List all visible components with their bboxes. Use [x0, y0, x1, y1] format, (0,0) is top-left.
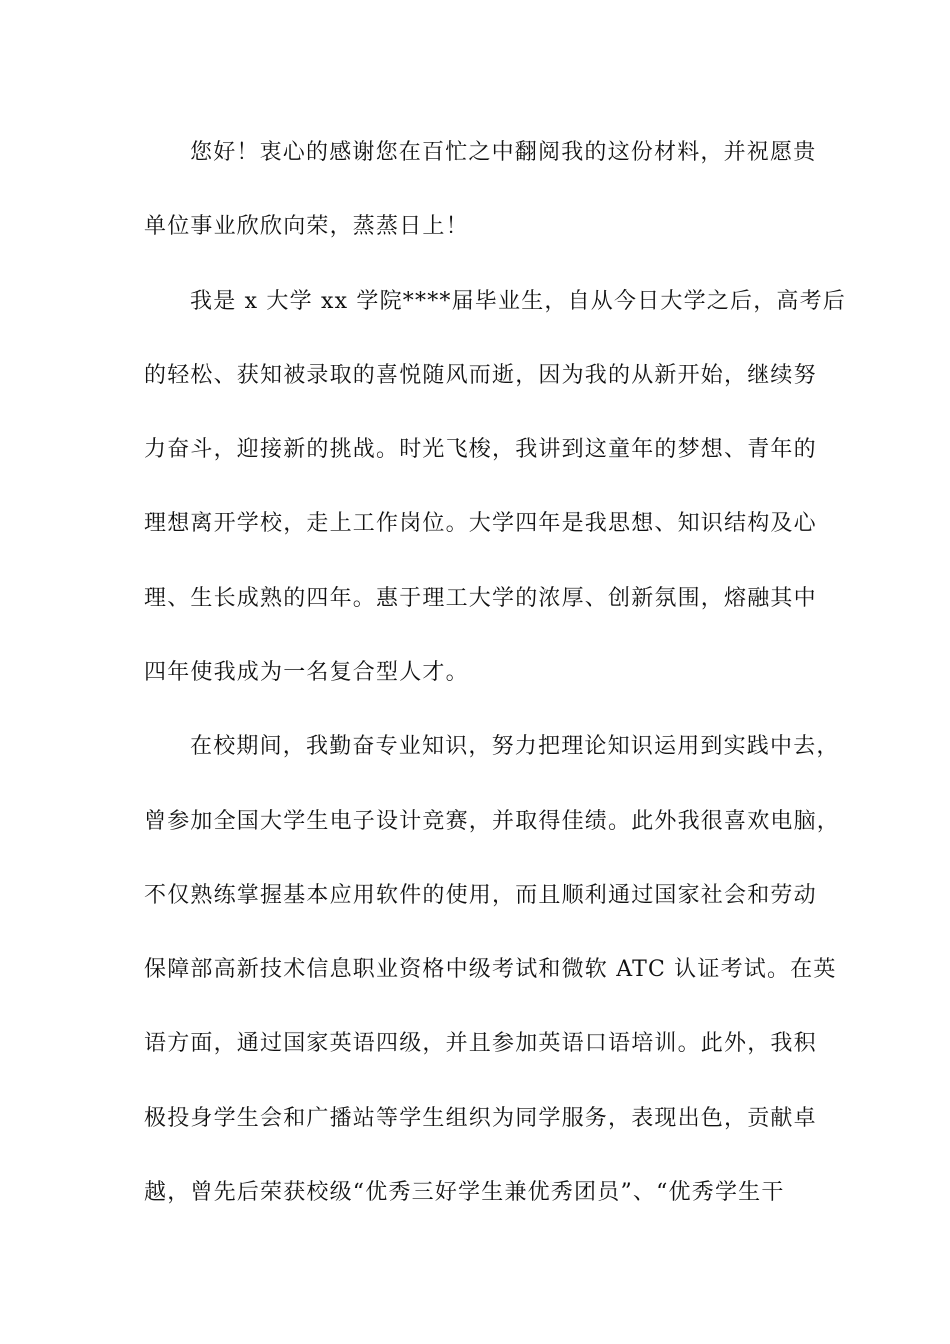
paragraph-2-line-5: 理、生长成熟的四年。惠于理工大学的浓厚、创新氛围，熔融其中	[144, 586, 817, 611]
paragraph-3-line-3: 不仅熟练掌握基本应用软件的使用，而且顺利通过国家社会和劳动	[144, 883, 817, 908]
paragraph-2-line-3: 力奋斗，迎接新的挑战。时光飞梭，我讲到这童年的梦想、青年的	[144, 437, 817, 462]
paragraph-2-line-4: 理想离开学校，走上工作岗位。大学四年是我思想、知识结构及心	[144, 511, 817, 536]
paragraph-1-line-2: 单位事业欣欣向荣，蒸蒸日上！	[144, 214, 469, 239]
paragraph-2-line-6: 四年使我成为一名复合型人才。	[144, 660, 469, 685]
paragraph-3-line-5: 语方面，通过国家英语四级，并且参加英语口语培训。此外，我积	[144, 1031, 817, 1056]
paragraph-3-line-7: 越，曾先后荣获校级“优秀三好学生兼优秀团员”、“优秀学生干	[144, 1180, 785, 1205]
paragraph-2-line-2: 的轻松、获知被录取的喜悦随风而逝，因为我的从新开始，继续努	[144, 363, 817, 388]
paragraph-3-line-1: 在校期间，我勤奋专业知识，努力把理论知识运用到实践中去，	[190, 734, 840, 759]
paragraph-2-line-1: 我是 x 大学 xx 学院****届毕业生，自从今日大学之后，高考后	[190, 289, 846, 314]
paragraph-3-line-2: 曾参加全国大学生电子设计竞赛，并取得佳绩。此外我很喜欢电脑，	[144, 809, 841, 834]
paragraph-1-line-1: 您好！衷心的感谢您在百忙之中翻阅我的这份材料，并祝愿贵	[190, 140, 817, 165]
paragraph-3-line-6: 极投身学生会和广播站等学生组织为同学服务，表现出色，贡献卓	[144, 1106, 817, 1131]
paragraph-3-line-4: 保障部高新技术信息职业资格中级考试和微软 ATC 认证考试。在英	[144, 957, 837, 982]
